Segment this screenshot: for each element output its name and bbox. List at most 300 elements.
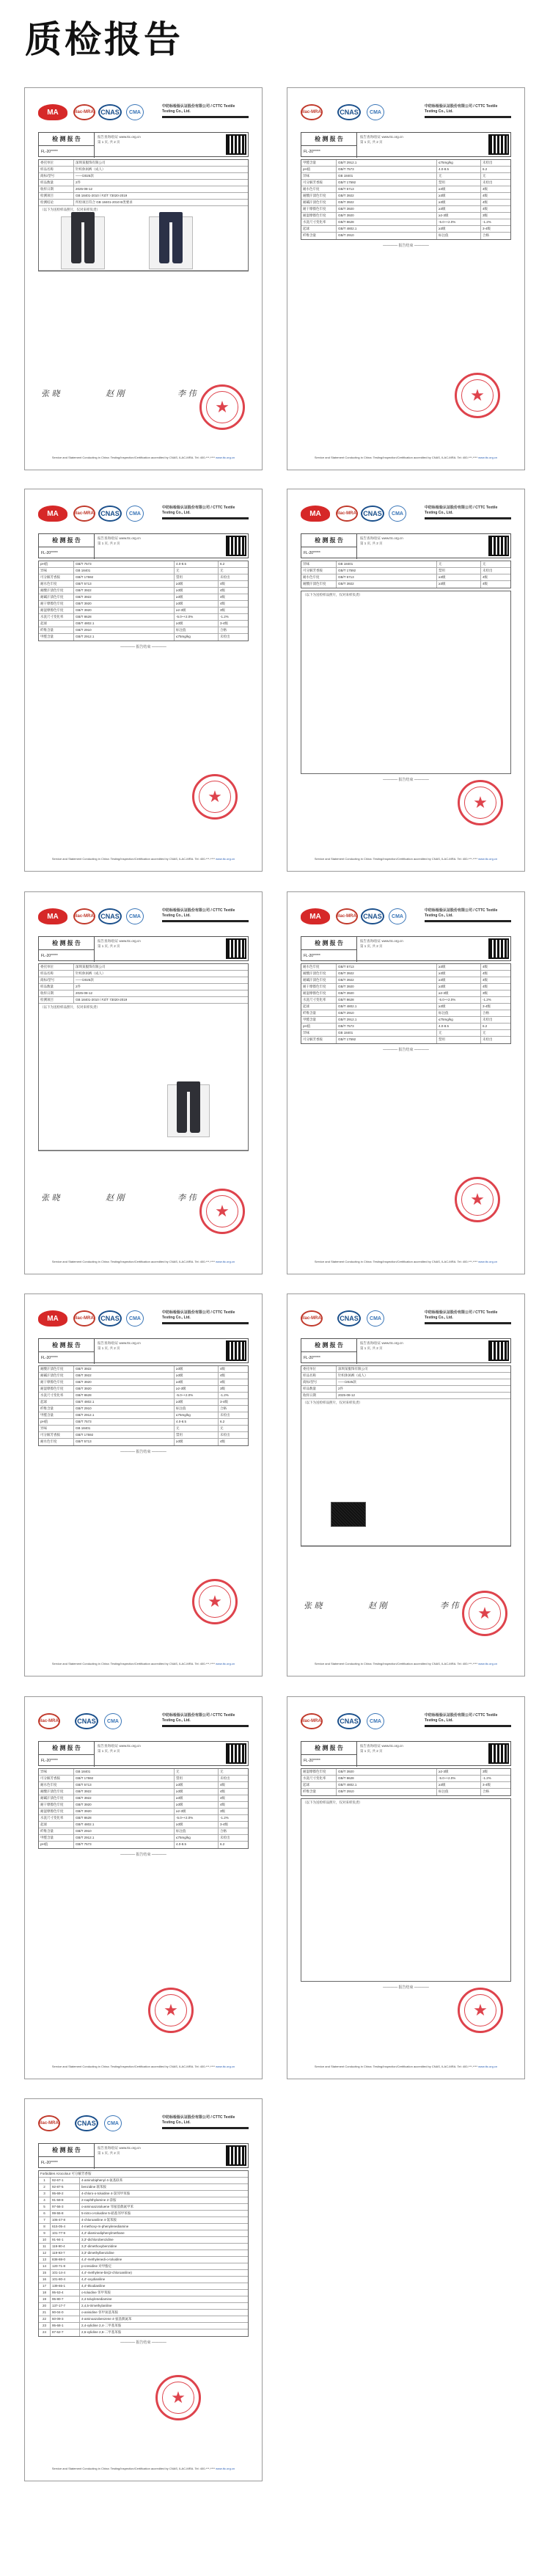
amine-name: 3,3'-dichlorobenzidine [81,2238,114,2241]
org-name-text: 中纺标检验认证股份有限公司 / CTTC Textile Testing Co., Ltd. [162,1310,235,1320]
footer-link[interactable]: www.ttc.org.cn [478,1662,498,1665]
amine-cas: 101-77-9 [51,2230,80,2236]
row-label: 收样日期 [39,990,74,996]
result-cell: 4级 [220,1803,226,1806]
report-footer [38,857,249,861]
requirement-cell: ≥2-3级 [437,213,481,219]
footer-link[interactable]: www.ttc.org.cn [216,2065,235,2068]
cnas-logo-icon: CNAS [98,506,122,522]
item-cell: 甲醛含量 [301,1017,337,1023]
table-row [39,1776,248,1782]
report-notes: （以下为送检样品照片，仅对来样负责） [40,1005,100,1009]
table-row [39,634,248,641]
requirement-cell: 无 [437,173,481,179]
item-cell: 起球 [301,226,337,232]
qr-code-icon[interactable] [488,536,509,556]
report-page-label: 第 1 页, 共 2 页 [360,944,383,948]
requirement-cell: 标注值 [437,1789,481,1795]
amine-number: 18 [39,2290,51,2296]
org-name [162,2115,249,2129]
table-row [301,180,510,186]
ilac-logo-icon: ilac-MRA [301,104,323,120]
amine-cas: 95-68-1 [51,2323,80,2329]
table-row [39,1769,248,1776]
item-cell: 异味 [39,568,74,574]
report-page-label: 第 1 页, 共 2 页 [98,541,120,545]
report-logos [38,501,249,532]
footer-link[interactable]: www.ttc.org.cn [216,456,235,459]
reviewer-signature: 赵 刚 [368,1601,387,1610]
report-page-label: 第 1 页, 共 2 页 [98,140,120,144]
result-cell: 未检出 [220,635,230,638]
tester-signature: 张 晓 [41,389,60,398]
table-row [39,1795,248,1802]
method-cell: GB/T 3922 [337,581,437,588]
qr-code-icon[interactable] [488,938,509,959]
item-cell: 耐干摩擦色牢度 [39,1802,74,1808]
test-report-page[interactable] [287,87,525,470]
report-number: FL-20***** [39,547,95,559]
result-cell: 无 [483,1031,486,1035]
requirement-cell: 4.0-8.5 [437,1024,481,1029]
basic-info-table [301,1365,511,1547]
requirement-cell: -5.0~+2.0% [437,997,481,1003]
footer-text: Service and Statement Conducting in China: Testing/Inspection/Certification accredited by CNAS, ILAC-MRA. Tel: 400-***-**** [314,1662,479,1665]
org-name [425,506,511,519]
row-value: ——/2025款 [76,174,94,178]
official-stamp-icon: ★ [192,1579,238,1624]
footer-text: Service and Statement Conducting in China: Testing/Inspection/Certification accredited by CNAS, ILAC-MRA. Tel: 400-***-**** [314,1260,479,1263]
result-cell: 无 [483,174,486,178]
report-header [301,533,511,558]
footer-link[interactable]: www.ttc.org.cn [216,857,235,861]
footer-link[interactable]: www.ttc.org.cn [478,857,498,861]
test-report-page[interactable] [287,891,525,1274]
table-row [301,1769,510,1776]
requirement-cell: ≥3级 [175,1795,219,1801]
footer-text: Service and Statement Conducting in China: Testing/Inspection/Certification accredited by CNAS, ILAC-MRA. Tel: 400-***-**** [51,2467,216,2470]
report-end-mark: ———— 报告结束 ———— [120,2340,166,2345]
results-table [38,1365,249,1446]
item-cell: 起球 [301,1782,337,1788]
amine-cas: 139-65-1 [51,2283,80,2289]
test-report-page[interactable] [287,1696,525,2079]
requirement-cell: ≥3级 [175,1789,219,1795]
basic-info-table [38,963,249,1151]
item-cell: 甲醛含量 [39,634,74,641]
result-cell: 4级 [220,1380,226,1384]
report-end-mark: ———— 报告结束 ———— [120,645,166,649]
requirement-cell: 禁用 [437,1037,481,1043]
method-cell: GB/T 3920 [337,1769,437,1775]
qr-code-icon[interactable] [226,1743,246,1764]
row-value: 2025-08-12 [76,187,93,191]
row-label: 商标/型号 [39,977,74,983]
method-cell: GB/T 7573 [337,167,437,172]
table-row [301,1017,510,1024]
footer-text: Service and Statement Conducting in China: Testing/Inspection/Certification accredited by CNAS, ILAC-MRA. Tel: 400-***-**** [51,2065,216,2068]
method-cell: GB/T 3922 [74,1795,175,1801]
test-report-page[interactable] [24,87,263,470]
item-cell: 耐碱汗渍色牢度 [39,1795,74,1801]
item-cell: 耐水色牢度 [39,1782,74,1788]
org-divider [162,2127,249,2129]
table-row [39,997,248,1004]
result-cell: 未检出 [220,1776,230,1780]
test-report-page[interactable] [24,1696,263,2079]
table-row [301,1010,510,1017]
item-cell: pH值 [39,1842,74,1848]
requirement-cell: -5.0~+2.0% [175,1393,219,1398]
method-cell: GB 18401 [74,1426,175,1431]
item-cell: 异味 [301,173,337,179]
report-number: FL-20***** [301,1755,357,1767]
row-label: 检测项目 [39,997,74,1003]
amine-cas: 92-87-5 [51,2184,80,2190]
item-cell: 甲醛含量 [39,1412,74,1418]
reviewer-signature: 赵 刚 [106,1193,125,1203]
result-cell: 4级 [483,575,488,579]
qr-code-icon[interactable] [488,134,509,155]
approver-signature: 李 伟 [177,389,197,398]
official-stamp-icon: ★ [199,384,245,430]
qr-code-icon[interactable] [226,938,246,959]
table-row [39,2303,248,2310]
result-cell: 4级 [220,1796,226,1800]
result-cell: 合格 [220,1406,227,1410]
table-row [39,2237,248,2244]
result-cell: 6.2 [220,1842,225,1846]
qr-code-icon[interactable] [488,1340,509,1361]
table-row [39,971,248,977]
requirement-cell: 无 [437,1030,481,1036]
amine-cas: 838-88-0 [51,2257,80,2263]
result-cell: 4级 [483,978,488,982]
item-cell: 耐酸汗渍色牢度 [39,1789,74,1795]
org-name-text: 中纺标检验认证股份有限公司 / CTTC Textile Testing Co., Ltd. [162,2115,235,2125]
report-page-label: 第 1 页, 共 2 页 [360,1346,383,1350]
result-cell: -1.2% [220,1393,229,1397]
amine-name: 3,3'-dimethoxybenzidine [81,2244,117,2248]
table-row [39,568,248,574]
requirement-cell: ≥3级 [437,206,481,212]
method-cell: GB/T 2910 [337,1010,437,1016]
ma-logo-icon: MA [301,908,330,924]
requirement-cell: 禁用 [175,1432,219,1438]
item-cell: 可分解芳香胺 [39,1776,74,1781]
test-report-page[interactable] [24,2098,263,2481]
qr-code-icon[interactable] [226,536,246,556]
table-row [39,2217,248,2224]
org-name [162,506,249,519]
results-table [301,561,511,588]
table-row [39,1439,248,1445]
requirement-cell: ≥3级 [175,588,219,594]
report-content [38,1306,249,1665]
table-row [301,1776,510,1782]
result-cell: 4级 [483,965,488,968]
result-cell: 6.2 [483,1024,488,1028]
report-title: 检 测 报 告 [39,937,95,950]
method-cell: GB/T 5713 [337,186,437,192]
test-report-page[interactable] [24,1294,263,1676]
method-cell: GB/T 3920 [74,1386,175,1392]
tester-signature: 张 晓 [304,1601,323,1610]
table-row [301,206,510,213]
report-header [301,1338,511,1363]
report-notes: （以下为送检样品照片，仅对来样负责） [303,1401,362,1404]
test-report-page[interactable] [24,489,263,872]
table-row [39,614,248,621]
ilac-logo-icon: ilac-MRA [301,1310,323,1327]
amine-cas: 91-59-8 [51,2197,80,2203]
table-row [39,627,248,634]
report-info [98,536,141,546]
method-cell: GB/T 17592 [337,180,437,186]
method-cell: GB/T 4802.1 [74,621,175,627]
method-cell: GB/T 3920 [337,984,437,990]
result-cell: -1.2% [483,1776,491,1780]
row-value: ——/2025款 [76,978,94,982]
ma-logo-icon: MA [38,1310,67,1327]
org-divider [425,1322,511,1324]
requirement-cell: 无 [175,568,219,574]
table-row [39,193,248,200]
test-report-page[interactable] [287,1294,525,1676]
requirement-cell: ≥3级 [437,1004,481,1010]
table-row [301,1004,510,1010]
qr-code-icon[interactable] [226,2145,246,2166]
report-info-text: 报告查询/验证 www.ttc.org.cn [360,1744,403,1748]
requirement-cell: ≥3级 [175,601,219,607]
item-cell: 耐湿摩擦色牢度 [301,1769,337,1775]
requirement-cell: ≥3级 [175,1782,219,1788]
report-header [38,936,249,961]
item-cell: 水洗尺寸变化率 [301,219,337,225]
amine-cas: 95-80-7 [51,2296,80,2302]
table-row [301,561,510,568]
item-cell: 水洗尺寸变化率 [39,1815,74,1821]
item-cell: 纤维含量 [39,1828,74,1834]
test-report-page[interactable] [287,489,525,872]
cma-logo-icon: CMA [389,908,406,924]
table-row [39,2263,248,2270]
report-content [38,2111,249,2470]
item-cell: 耐碱汗渍色牢度 [39,1373,74,1379]
result-cell: 4级 [220,1440,226,1443]
org-name [162,104,249,118]
requirement-cell: 标注值 [175,627,219,633]
method-cell: GB/T 3922 [74,594,175,600]
amine-number: 14 [39,2263,51,2269]
item-cell: 甲醛含量 [301,160,337,166]
result-cell: 未检出 [220,1836,230,1839]
table-row [39,984,248,990]
table-row [39,964,248,971]
requirement-cell: 标注值 [437,1010,481,1016]
cnas-logo-icon: CNAS [361,908,384,924]
org-divider [425,920,511,922]
method-cell: GB/T 5713 [337,964,437,970]
item-cell: 耐干摩擦色牢度 [39,601,74,607]
item-cell: 可分解芳香胺 [39,1432,74,1438]
item-cell: 可分解芳香胺 [301,568,337,574]
report-info-text: 报告查询/验证 www.ttc.org.cn [360,536,403,540]
report-info [98,134,141,145]
ilac-logo-icon: ilac-MRA [301,1713,323,1729]
table-row [301,984,510,990]
footer-link[interactable]: www.ttc.org.cn [216,1662,235,1665]
official-stamp-icon: ★ [155,2375,201,2420]
amine-name: 3,3'-dimethylbenzidine [81,2251,114,2255]
ilac-logo-icon: ilac-MRA [38,2115,60,2131]
report-content [38,501,249,861]
amine-cas: 95-69-2 [51,2191,80,2197]
table-row [39,1406,248,1412]
table-row [301,193,510,200]
result-cell: 6.2 [483,167,488,171]
pants-photo [177,1081,200,1133]
method-cell: GB/T 3922 [74,588,175,594]
requirement-cell: -5.0~+2.0% [175,614,219,620]
table-row [39,1393,248,1399]
amine-cas: 97-56-3 [51,2204,80,2210]
row-value: 所检项目符合 GB 18401-2010 B类要求 [76,200,133,204]
report-info [360,134,403,145]
item-cell: 耐水色牢度 [39,581,74,587]
item-cell: 耐水色牢度 [301,574,337,580]
pants-photo [159,212,183,263]
table-row [301,186,510,193]
requirement-cell: -5.0~+2.0% [175,1815,219,1821]
footer-link[interactable]: www.ttc.org.cn [478,456,498,459]
org-name-text: 中纺标检验认证股份有限公司 / CTTC Textile Testing Co., Ltd. [425,104,498,114]
item-cell: 耐干摩擦色牢度 [39,1379,74,1385]
table-row [39,2184,248,2191]
amine-name: 4-chloroaniline 4-氯苯胺 [81,2218,117,2222]
method-cell: GB/T 3922 [337,200,437,205]
result-cell: 合格 [220,628,227,632]
cma-logo-icon: CMA [104,2115,122,2131]
page-title: 质检报告 [25,18,183,61]
amine-number: 24 [39,2329,51,2336]
org-divider [425,116,511,118]
report-header [38,1741,249,1766]
report-end-mark: ———— 报告结束 ———— [120,1853,166,1857]
footer-link[interactable]: www.ttc.org.cn [216,1260,235,1263]
requirement-cell: ≥3级 [175,1822,219,1828]
org-divider [162,1322,249,1324]
report-header [38,132,249,157]
org-divider [425,1725,511,1727]
footer-text: Service and Statement Conducting in China: Testing/Inspection/Certification accredited by CNAS, ILAC-MRA. Tel: 400-***-**** [51,857,216,861]
amine-number: 11 [39,2244,51,2250]
table-row [301,233,510,239]
method-cell: GB/T 3922 [337,971,437,977]
requirement-cell: 4.0-8.5 [437,167,481,172]
requirement-cell: ≥3级 [437,186,481,192]
requirement-cell: ≤75mg/kg [437,160,481,166]
official-stamp-icon: ★ [462,1591,507,1636]
amine-name: o-aminoazotoluene 邻氨基偶氮甲苯 [81,2205,134,2208]
amine-name: 4,4'-thiodianiline [81,2284,106,2288]
requirement-cell: ≥2-3级 [175,1809,219,1814]
requirement-cell: ≥2-3级 [437,990,481,996]
amine-name: 4,4'-methylenedi-o-toluidine [81,2258,122,2261]
results-table [38,1768,249,1849]
row-label: 样品数量 [39,984,74,990]
official-stamp-icon: ★ [192,774,238,820]
item-cell: 纤维含量 [39,1406,74,1412]
row-label: 样品数量 [39,180,74,186]
sample-photos [39,206,248,271]
footer-link[interactable]: www.ttc.org.cn [478,2065,498,2068]
method-cell: GB/T 7573 [74,561,175,567]
ilac-logo-icon: ilac-MRA [336,506,358,522]
report-info [360,1340,403,1351]
cnas-logo-icon: CNAS [75,2115,98,2131]
item-cell: 起球 [39,621,74,627]
result-cell: 3级 [483,214,488,217]
qr-code-icon[interactable] [488,1743,509,1764]
footer-link[interactable]: www.ttc.org.cn [478,1260,498,1263]
report-info-text: 报告查询/验证 www.ttc.org.cn [360,135,403,139]
table-row [39,1842,248,1848]
result-cell: 4级 [220,602,226,605]
report-notes: （以下为送检样品照片，仅对来样负责） [303,1800,362,1804]
results-table [38,561,249,641]
qr-code-icon[interactable] [226,134,246,155]
footer-text: Service and Statement Conducting in China: Testing/Inspection/Certification accredited by CNAS, ILAC-MRA. Tel: 400-***-**** [314,857,479,861]
amine-number: 15 [39,2270,51,2276]
table-row [301,581,510,588]
footer-link[interactable]: www.ttc.org.cn [216,2467,235,2470]
footer-text: Service and Statement Conducting in China: Testing/Inspection/Certification accredited by CNAS, ILAC-MRA. Tel: 400-***-**** [51,1662,216,1665]
report-footer [301,857,511,861]
method-cell: GB 18401 [337,561,437,567]
item-cell: 耐碱汗渍色牢度 [39,594,74,600]
table-row [39,574,248,581]
item-cell: 可分解芳香胺 [301,180,337,186]
row-value: 针织休闲裤（成人） [76,971,106,975]
result-cell: 3-4级 [483,1004,491,1008]
amine-number: 10 [39,2237,51,2243]
item-cell: 异味 [39,1426,74,1431]
requirement-cell: ≥2-3级 [437,1769,481,1775]
org-divider [162,920,249,922]
table-row [39,2230,248,2237]
requirement-cell: ≤75mg/kg [437,1017,481,1023]
method-cell: GB/T 2912.1 [74,1412,175,1418]
item-cell: 耐酸汗渍色牢度 [39,1366,74,1372]
item-cell: 水洗尺寸变化率 [301,997,337,1003]
requirement-cell: ≤75mg/kg [175,634,219,641]
method-cell: GB/T 7573 [74,1419,175,1425]
cma-logo-icon: CMA [367,104,384,120]
result-cell: 6.2 [220,562,225,566]
result-cell: 无 [483,562,486,566]
ma-logo-icon: MA [38,104,67,120]
method-cell: GB/T 3922 [337,193,437,199]
row-label: 收样日期 [301,1393,337,1398]
method-cell: GB/T 17592 [74,574,175,580]
basic-info-table [38,159,249,271]
result-cell: 未检出 [483,180,493,184]
item-cell: pH值 [301,167,337,172]
report-page-label: 第 1 页, 共 2 页 [360,140,383,144]
qr-code-icon[interactable] [226,1340,246,1361]
test-report-page[interactable] [24,891,263,1274]
